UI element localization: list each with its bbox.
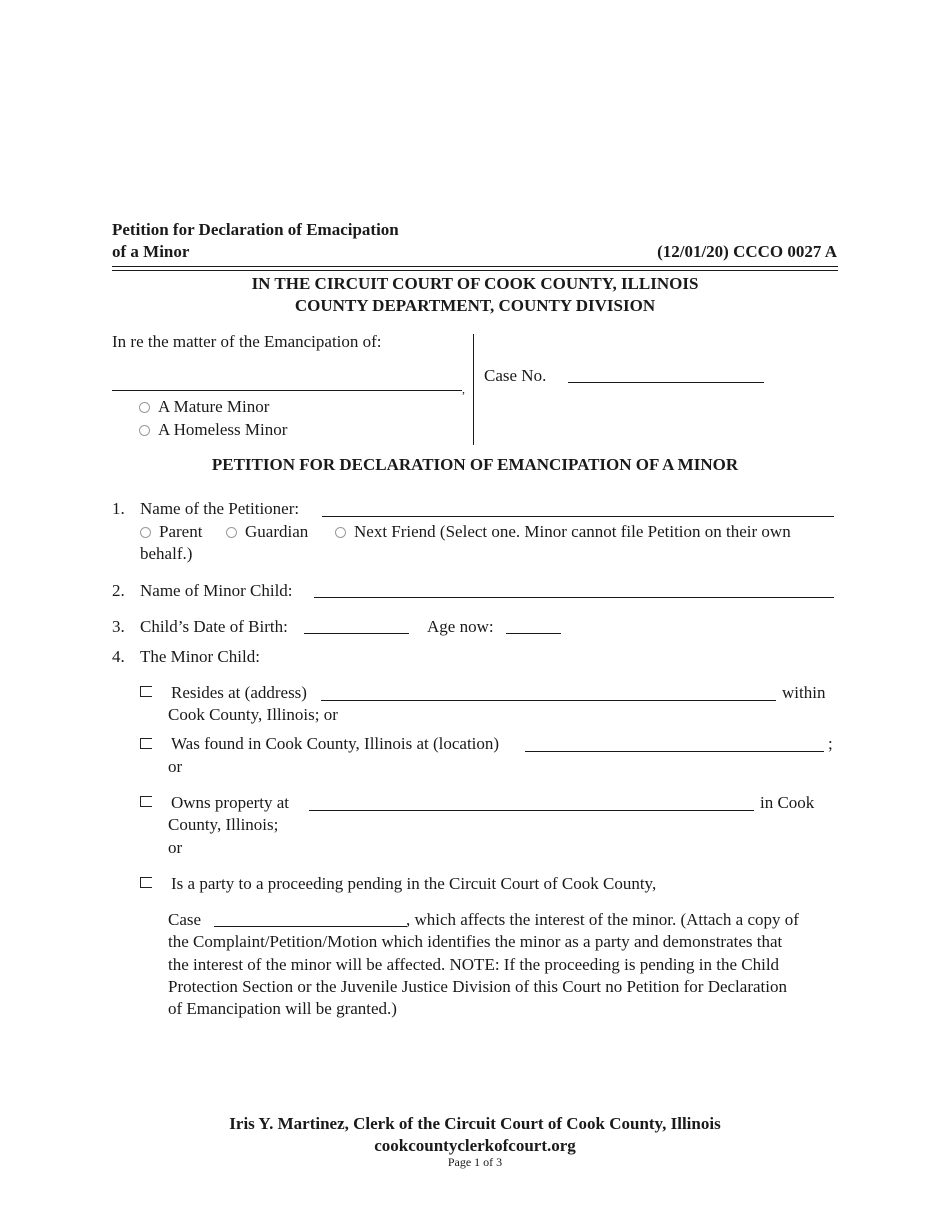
header-rule-bottom xyxy=(112,270,838,271)
radio-icon[interactable] xyxy=(140,527,151,538)
court-department: COUNTY DEPARTMENT, COUNTY DIVISION xyxy=(294,296,656,315)
item3-number: 3. xyxy=(112,617,125,636)
radio-icon[interactable] xyxy=(139,425,150,436)
case-number-field[interactable] xyxy=(214,926,407,927)
item1-continuation: behalf.) xyxy=(140,544,193,563)
owns-checkbox[interactable] xyxy=(140,796,152,807)
resides-checkbox[interactable] xyxy=(140,686,152,697)
footer-clerk: Iris Y. Martinez, Clerk of the Circuit Court of Cook County, Illinois xyxy=(229,1114,721,1133)
address-field[interactable] xyxy=(321,700,776,701)
dob-field[interactable] xyxy=(304,633,409,634)
minor-name-field[interactable] xyxy=(112,390,462,391)
homeless-minor-label: A Homeless Minor xyxy=(158,420,288,439)
item1-number: 1. xyxy=(112,499,125,518)
radio-icon[interactable] xyxy=(139,402,150,413)
item4-label: The Minor Child: xyxy=(140,647,260,666)
owns-line2: County, Illinois; xyxy=(168,815,279,834)
form-code: (12/01/20) CCCO 0027 A xyxy=(657,242,837,261)
header-rule-top xyxy=(112,266,838,267)
age-field[interactable] xyxy=(506,633,561,634)
case-no-field[interactable] xyxy=(568,382,764,383)
resides-suffix: within xyxy=(782,683,826,702)
item1-label: Name of the Petitioner: xyxy=(140,499,300,518)
owns-suffix: in Cook xyxy=(760,793,815,812)
matter-label: In re the matter of the Emancipation of: xyxy=(112,332,382,351)
item2-label: Name of Minor Child: xyxy=(140,581,293,600)
dob-label: Child’s Date of Birth: xyxy=(140,617,288,636)
item4-number: 4. xyxy=(112,647,125,666)
guardian-option[interactable] xyxy=(226,521,308,543)
found-label: Was found in Cook County, Illinois at (location) xyxy=(171,734,500,753)
parent-option[interactable] xyxy=(140,521,202,543)
case-text-line3: the interest of the minor will be affected. NOTE: If the proceeding is pending in the Child xyxy=(168,955,780,974)
form-title-line1: Petition for Declaration of Emacipation xyxy=(112,220,399,239)
location-field[interactable] xyxy=(525,751,824,752)
owns-line3: or xyxy=(168,838,183,857)
radio-icon[interactable] xyxy=(226,527,237,538)
case-text-line5: of Emancipation will be granted.) xyxy=(168,999,397,1018)
party-label: Is a party to a proceeding pending in the Circuit Court of Cook County, xyxy=(171,874,657,893)
found-checkbox[interactable] xyxy=(140,738,152,749)
petitioner-name-field[interactable] xyxy=(322,516,834,517)
footer-website[interactable]: cookcountyclerkofcourt.org xyxy=(374,1136,576,1155)
resides-label: Resides at (address) xyxy=(171,683,307,702)
mature-minor-option[interactable] xyxy=(139,396,269,418)
page-number: Page 1 of 3 xyxy=(447,1155,503,1169)
next-friend-option[interactable] xyxy=(335,521,791,543)
case-label: Case xyxy=(168,910,202,929)
age-label: Age now: xyxy=(427,617,494,636)
case-text-line4: Protection Section or the Juvenile Justice Division of this Court no Petition for Declaration xyxy=(168,977,787,996)
item2-number: 2. xyxy=(112,581,125,600)
parent-label: Parent xyxy=(159,522,203,541)
court-name: IN THE CIRCUIT COURT OF COOK COUNTY, ILLINOIS xyxy=(251,274,699,293)
party-checkbox[interactable] xyxy=(140,877,152,888)
minor-child-name-field[interactable] xyxy=(314,597,834,598)
found-line2: or xyxy=(168,757,183,776)
case-text-line2: the Complaint/Petition/Motion which identifies the minor as a party and demonstrates that xyxy=(168,932,783,951)
case-text-line1: , which affects the interest of the minor. (Attach a copy of xyxy=(406,910,799,929)
homeless-minor-option[interactable] xyxy=(139,419,287,441)
mature-minor-label: A Mature Minor xyxy=(158,397,270,416)
form-title-line2: of a Minor xyxy=(112,242,190,261)
comma-mark: , xyxy=(462,382,465,396)
guardian-label: Guardian xyxy=(245,522,309,541)
next-friend-label: Next Friend (Select one. Minor cannot file Petition on their own xyxy=(354,522,791,541)
resides-line2: Cook County, Illinois; or xyxy=(168,705,338,724)
radio-icon[interactable] xyxy=(335,527,346,538)
property-field[interactable] xyxy=(309,810,754,811)
found-suffix: ; xyxy=(828,734,833,753)
case-no-label: Case No. xyxy=(484,366,547,385)
caption-divider xyxy=(473,334,474,445)
petition-title: PETITION FOR DECLARATION OF EMANCIPATION OF A MINOR xyxy=(211,455,739,474)
owns-label: Owns property at xyxy=(171,793,290,812)
